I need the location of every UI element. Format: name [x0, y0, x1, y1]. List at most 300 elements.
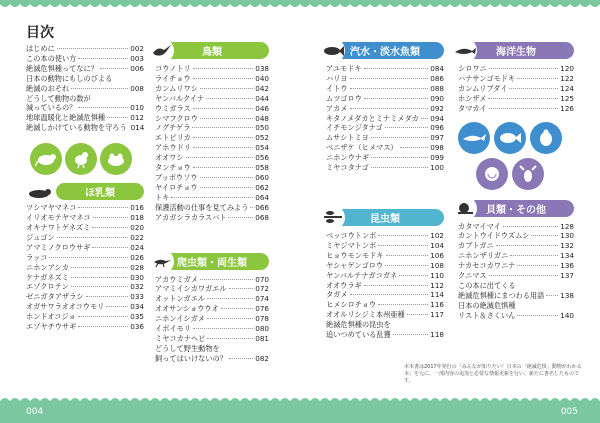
- section-header-reptiles: 爬虫類・両生類: [155, 253, 269, 270]
- leader-dots: [78, 326, 128, 327]
- animal-icons-row: [30, 143, 144, 175]
- column-marine: [458, 42, 574, 321]
- leader-dots: [93, 217, 129, 218]
- toc-entry-title: オオルリシジミ本州亜種: [326, 310, 405, 320]
- toc-entry-page: 046: [255, 103, 269, 113]
- toc-entry[interactable]: [155, 183, 269, 193]
- column-birds: [155, 42, 269, 364]
- toc-entry[interactable]: [326, 74, 444, 84]
- leader-dots: [71, 88, 128, 89]
- leader-dots: [371, 167, 428, 168]
- toc-entry-page: 062: [255, 182, 269, 192]
- leader-dots: [364, 98, 428, 99]
- toc-entry-page: 096: [430, 123, 444, 133]
- toc-entry-page: 134: [560, 251, 574, 261]
- mouse-icon: [30, 143, 62, 175]
- leader-dots: [193, 328, 253, 329]
- toc-entry[interactable]: [326, 241, 444, 251]
- toc-entry[interactable]: [26, 84, 144, 94]
- leader-dots: [71, 286, 129, 287]
- toc-entry-title: ハナサンゴモドキ: [458, 73, 516, 83]
- leader-dots: [496, 245, 559, 246]
- toc-entry-title: オットンガエル: [155, 294, 206, 304]
- section-header-mammals: ほ乳類: [56, 183, 144, 200]
- toc-entry-title: キタノメダカとミナミメダカ: [326, 113, 419, 123]
- toc-entry[interactable]: [458, 301, 574, 311]
- toc-entry-page: 137: [560, 271, 574, 281]
- intro-list: [26, 44, 144, 133]
- leader-dots: [200, 279, 253, 280]
- leader-dots: [400, 147, 429, 148]
- toc-entry[interactable]: [155, 324, 269, 334]
- toc-entry-title: カンムリブダイ: [458, 83, 508, 93]
- toc-entry-title: ラッコ: [26, 252, 48, 262]
- toc-entry-title: カタマイマイ: [458, 221, 501, 231]
- toc-entry[interactable]: [26, 233, 144, 243]
- birds-list: [155, 64, 269, 223]
- snail-badge-icon: [452, 196, 477, 221]
- toc-entry-title: タガメ: [326, 290, 348, 300]
- leader-dots: [92, 247, 128, 248]
- leader-dots: [378, 245, 428, 246]
- toc-entry-page: 088: [430, 83, 444, 93]
- toc-entry[interactable]: [155, 304, 269, 314]
- toc-entry[interactable]: [326, 64, 444, 74]
- toc-entry-title: ニホンアシカ: [26, 262, 69, 272]
- leader-dots: [364, 68, 429, 69]
- toc-entry[interactable]: [26, 74, 144, 84]
- leader-dots: [489, 108, 559, 109]
- toc-entry-title: オキナワトゲネズミ: [26, 222, 91, 232]
- toc-entry[interactable]: [458, 231, 574, 241]
- toc-entry-title: ホンドオコジョ: [26, 312, 76, 322]
- leader-dots: [229, 358, 253, 359]
- toc-entry[interactable]: [458, 64, 574, 74]
- toc-entry-page: 094: [430, 113, 444, 123]
- toc-entry[interactable]: [26, 302, 144, 312]
- toc-entry-title: ヒメシロチョウ: [326, 300, 377, 310]
- toc-entry-title: 絶滅危惧種にまつわる用語: [458, 290, 545, 300]
- toc-entry[interactable]: [26, 103, 144, 113]
- toc-entry[interactable]: [26, 213, 144, 223]
- toc-entry[interactable]: [26, 273, 144, 283]
- section-header-fish: 汽水・淡水魚類: [326, 42, 444, 59]
- toc-entry[interactable]: [458, 311, 574, 321]
- toc-entry[interactable]: [326, 163, 444, 173]
- toc-entry-title: オガサワラオオコウモリ: [26, 302, 105, 312]
- toc-entry-page: 050: [255, 123, 269, 133]
- toc-entry[interactable]: [458, 94, 574, 104]
- leader-dots: [399, 275, 428, 276]
- leader-dots: [71, 267, 128, 268]
- leader-dots: [510, 255, 558, 256]
- toc-entry-title: ウミガラス: [155, 103, 191, 113]
- leader-dots: [386, 255, 429, 256]
- toc-entry-title: コウノトリ: [155, 64, 191, 73]
- toc-entry-title: カントウイドウズムシ: [458, 231, 530, 241]
- toc-entry[interactable]: [155, 314, 269, 324]
- toc-entry-title: 追いつめている乱獲: [326, 330, 391, 340]
- leader-dots: [100, 68, 128, 69]
- toc-entry-page: 003: [130, 53, 144, 63]
- toc-entry-page: 116: [430, 300, 444, 310]
- fish-list: [326, 64, 444, 173]
- otter-icon: [26, 184, 52, 200]
- leader-dots: [192, 127, 253, 128]
- toc-entry[interactable]: [326, 104, 444, 114]
- toc-entry-title: ライチョウ: [155, 73, 191, 83]
- toc-entry[interactable]: [26, 54, 144, 64]
- toc-entry[interactable]: [326, 123, 444, 133]
- shark-badge-icon: [452, 38, 477, 63]
- toc-entry-page: 052: [255, 133, 269, 143]
- toc-entry-page: 068: [255, 212, 269, 222]
- toc-entry[interactable]: [155, 193, 269, 203]
- toc-entry-page: 082: [255, 353, 269, 363]
- leader-dots: [488, 98, 558, 99]
- toc-entry-title: この本に出てくる: [458, 280, 516, 290]
- toc-entry[interactable]: [458, 74, 574, 84]
- toc-entry-title: ヤシャゲンゴロウ: [326, 260, 384, 270]
- toc-entry-page: 098: [430, 143, 444, 153]
- toc-entry-page: 122: [560, 73, 574, 83]
- toc-entry-page: 130: [560, 231, 574, 241]
- toc-entry-page: 024: [130, 242, 144, 252]
- toc-entry-title: どうして野生動物を: [155, 343, 220, 353]
- toc-entry-page: 124: [560, 83, 574, 93]
- toc-entry-title: アカガシラカラスバト: [155, 212, 227, 222]
- toc-entry-page: 136: [560, 261, 574, 271]
- toc-entry[interactable]: [326, 261, 444, 271]
- toc-entry-page: 099: [430, 153, 444, 163]
- toc-entry[interactable]: [326, 94, 444, 104]
- toc-entry[interactable]: [26, 44, 144, 54]
- toc-entry-title: 飼ってはいけないの？: [155, 353, 227, 363]
- toc-entry[interactable]: [326, 300, 444, 310]
- toc-entry-page: 008: [130, 83, 144, 93]
- toc-entry[interactable]: [26, 94, 144, 104]
- frog-icon: [100, 143, 132, 175]
- beetle-icon: [530, 122, 562, 154]
- toc-entry-title: ニホンイシガメ: [155, 314, 205, 324]
- toc-entry-page: 066: [255, 202, 269, 212]
- leader-dots: [78, 107, 128, 108]
- leader-dots: [407, 314, 429, 315]
- page-number-left: 004: [26, 407, 44, 417]
- leader-dots: [193, 68, 254, 69]
- toc-entry[interactable]: [458, 251, 574, 261]
- bird-icon: [65, 143, 97, 175]
- toc-entry[interactable]: [155, 275, 269, 285]
- toc-entry-title: ミヤジマトンボ: [326, 240, 377, 250]
- toc-entry-title: リスト＆さくいん: [458, 310, 516, 320]
- leader-dots: [106, 306, 128, 307]
- toc-entry-title: エゾヤチウサギ: [26, 322, 77, 332]
- toc-entry[interactable]: [26, 64, 144, 74]
- toc-entry[interactable]: [326, 133, 444, 143]
- toc-entry[interactable]: [155, 133, 269, 143]
- leader-dots: [421, 118, 428, 119]
- toc-entry-title: ツシマヤマネコ: [26, 203, 77, 213]
- toc-entry-title: アマミノクロウサギ: [26, 242, 91, 252]
- toc-entry[interactable]: [458, 291, 574, 301]
- toc-entry-title: ノグチゲラ: [155, 123, 191, 133]
- toc-entry-title: ブッポウソウ: [155, 172, 198, 182]
- toc-entry-page: 110: [430, 270, 444, 280]
- leader-dots: [350, 78, 429, 79]
- toc-entry-page: 032: [130, 282, 144, 292]
- toc-entry[interactable]: [26, 322, 144, 332]
- toc-entry-title: ヤイロチョウ: [155, 182, 198, 192]
- toc-entry-page: 140: [560, 310, 574, 320]
- leader-dots: [86, 296, 129, 297]
- toc-entry-title: アユモドキ: [326, 64, 362, 73]
- toc-entry-page: 097: [430, 133, 444, 143]
- toc-entry-page: 072: [255, 284, 269, 294]
- leader-dots: [207, 338, 253, 339]
- toc-entry[interactable]: [26, 292, 144, 302]
- footnote: 本本書は2017年発行の「みんなが知りたい！日本の「絶滅危惧」動物がわかる本」を元に、一部内容の追加と必要な情報更新を行い、新たに書名したものです。: [404, 364, 582, 384]
- toc-entry[interactable]: [155, 153, 269, 163]
- toc-entry-title: オオワシ: [155, 153, 184, 163]
- toc-entry-page: 070: [255, 274, 269, 284]
- leader-dots: [228, 217, 253, 218]
- toc-entry-title: ヤンバルテナガコガネ: [326, 270, 398, 280]
- toc-entry[interactable]: [26, 243, 144, 253]
- toc-entry-page: 034: [130, 302, 144, 312]
- leader-dots: [200, 88, 253, 89]
- leader-dots: [350, 108, 429, 109]
- toc-entry[interactable]: [26, 113, 144, 123]
- leader-dots: [517, 78, 558, 79]
- leader-dots: [503, 226, 558, 227]
- toc-entry[interactable]: [155, 203, 269, 213]
- toc-entry[interactable]: [155, 104, 269, 114]
- leader-dots: [385, 127, 429, 128]
- toc-entry[interactable]: [458, 241, 574, 251]
- toc-entry-page: 108: [430, 260, 444, 270]
- toc-entry-page: 060: [255, 172, 269, 182]
- toc-entry[interactable]: [326, 251, 444, 261]
- toc-entry-page: 033: [130, 292, 144, 302]
- mammals-list: [26, 203, 144, 332]
- fish-icon: [494, 122, 526, 154]
- toc-entry-title: ハリヨ: [326, 73, 348, 83]
- toc-entry[interactable]: [26, 223, 144, 233]
- shellfish-list: [458, 222, 574, 321]
- leader-dots: [193, 137, 253, 138]
- toc-entry-page: 114: [430, 290, 444, 300]
- leader-dots: [193, 147, 253, 148]
- toc-entry[interactable]: [458, 222, 574, 232]
- toc-entry[interactable]: [155, 84, 269, 94]
- toc-entry-title: シロワニ: [458, 64, 487, 73]
- toc-entry-page: 106: [430, 250, 444, 260]
- section-header-shellfish: 貝類・その他: [458, 200, 574, 217]
- toc-entry-title: ミヤコカナヘビ: [155, 333, 206, 343]
- toc-entry[interactable]: [326, 320, 444, 330]
- leader-dots: [49, 257, 128, 258]
- toc-entry-title: 絶滅しかけている動物を守ろう: [26, 123, 127, 133]
- toc-entry-title: アホウドリ: [155, 143, 191, 153]
- leader-dots: [489, 275, 559, 276]
- toc-entry-title: 地球温暖化と絶滅危惧種: [26, 113, 106, 123]
- toc-entry[interactable]: [26, 203, 144, 213]
- toc-entry-page: 022: [130, 232, 144, 242]
- toc-entry-title: エゾクロテン: [26, 282, 69, 292]
- leader-dots: [200, 118, 253, 119]
- toc-entry-page: 028: [130, 262, 144, 272]
- leader-dots: [393, 334, 429, 335]
- toc-entry-page: 104: [430, 240, 444, 250]
- toc-entry[interactable]: [458, 281, 574, 291]
- toc-entry-title: カブトガニ: [458, 241, 494, 251]
- toc-entry[interactable]: [155, 114, 269, 124]
- toc-entry[interactable]: [326, 231, 444, 241]
- toc-entry[interactable]: [458, 104, 574, 114]
- leader-dots: [371, 137, 428, 138]
- toc-entry-page: 076: [255, 304, 269, 314]
- toc-entry[interactable]: [155, 64, 269, 74]
- toc-entry-page: 054: [255, 143, 269, 153]
- toc-entry[interactable]: [155, 334, 269, 344]
- toc-entry-title: 日本の絶滅危惧種: [458, 300, 516, 310]
- leader-dots: [378, 235, 428, 236]
- toc-entry-title: ヒョウモンモドキ: [326, 250, 384, 260]
- toc-entry[interactable]: [155, 294, 269, 304]
- toc-entry-title: 絶滅のおそれ: [26, 83, 70, 93]
- toc-entry-title: 絶滅危惧種ってなに？: [26, 63, 98, 73]
- toc-entry[interactable]: [155, 354, 269, 364]
- toc-entry[interactable]: [26, 312, 144, 322]
- toc-entry-title: どうして動物の数が: [26, 93, 91, 103]
- leader-dots: [186, 157, 254, 158]
- toc-entry[interactable]: [26, 253, 144, 263]
- reptiles-list: [155, 275, 269, 364]
- toc-entry-title: ムサシトミヨ: [326, 133, 369, 143]
- toc-entry[interactable]: [458, 271, 574, 281]
- toc-entry[interactable]: [458, 261, 574, 271]
- toc-entry-page: 081: [255, 333, 269, 343]
- shell-icon: [476, 158, 508, 190]
- toc-entry-title: アカウミガメ: [155, 274, 199, 284]
- toc-entry-title: ベッコウトンボ: [326, 230, 377, 240]
- toc-entry[interactable]: [155, 123, 269, 133]
- toc-entry[interactable]: [155, 344, 269, 354]
- toc-entry-page: 074: [255, 294, 269, 304]
- toc-entry-page: 018: [130, 213, 144, 223]
- toc-entry-page: 102: [430, 230, 444, 240]
- toc-entry-page: 092: [430, 103, 444, 113]
- toc-entry-page: 120: [560, 64, 574, 73]
- toc-entry-title: シマフクロウ: [155, 113, 198, 123]
- toc-entry[interactable]: [26, 263, 144, 273]
- toc-entry-page: 002: [130, 44, 144, 53]
- toc-entry-page: 090: [430, 93, 444, 103]
- toc-entry-page: 117: [430, 310, 444, 320]
- leader-dots: [221, 308, 253, 309]
- leader-dots: [350, 294, 429, 295]
- section-header-marine: 海洋生物: [458, 42, 574, 59]
- toc-entry-page: 035: [130, 312, 144, 322]
- toc-entry[interactable]: [26, 123, 144, 133]
- toc-entry[interactable]: [326, 281, 444, 291]
- toc-entry[interactable]: [155, 74, 269, 84]
- leader-dots: [546, 295, 558, 296]
- toc-entry[interactable]: [326, 143, 444, 153]
- leader-dots: [171, 197, 253, 198]
- toc-entry[interactable]: [326, 330, 444, 340]
- lizard-badge-icon: [149, 249, 174, 274]
- leader-dots: [509, 88, 558, 89]
- toc-entry-page: 026: [130, 252, 144, 262]
- leader-dots: [517, 265, 558, 266]
- toc-entry-page: 132: [560, 241, 574, 251]
- toc-entry[interactable]: [326, 271, 444, 281]
- leader-dots: [78, 316, 129, 317]
- toc-entry-title: 日本の動物にもしのびよる: [26, 73, 113, 83]
- toc-entry[interactable]: [326, 153, 444, 163]
- leader-dots: [92, 227, 128, 228]
- leader-dots: [193, 167, 254, 168]
- toc-entry[interactable]: [326, 290, 444, 300]
- toc-entry-title: ミヤコタナゴ: [326, 163, 369, 173]
- toc-entry-title: アカメ: [326, 103, 348, 113]
- leader-dots: [531, 235, 558, 236]
- toc-entry[interactable]: [326, 310, 444, 320]
- toc-entry-title: この本の使い方: [26, 53, 77, 63]
- leader-dots: [78, 58, 128, 59]
- leader-dots: [57, 237, 129, 238]
- leader-dots: [378, 304, 428, 305]
- leader-dots: [350, 88, 429, 89]
- toc-entry[interactable]: [26, 282, 144, 292]
- toc-entry-title: ムツゴロウ: [326, 93, 362, 103]
- toc-entry[interactable]: [326, 84, 444, 94]
- toc-entry-page: 038: [255, 64, 269, 73]
- top-scallop-border: [0, 0, 600, 12]
- toc-entry[interactable]: [155, 94, 269, 104]
- toc-entry[interactable]: [155, 213, 269, 223]
- toc-entry-page: 006: [130, 63, 144, 73]
- toc-entry-title: ニホンウナギ: [326, 153, 370, 163]
- marine-icons-grid: [458, 122, 574, 190]
- toc-entry[interactable]: [458, 84, 574, 94]
- toc-entry-page: 126: [560, 103, 574, 113]
- toc-entry-title: はじめに: [26, 44, 55, 53]
- toc-entry-page: 012: [130, 113, 144, 123]
- toc-entry[interactable]: [155, 143, 269, 153]
- leader-dots: [207, 318, 253, 319]
- toc-entry-title: イボイモリ: [155, 324, 191, 334]
- toc-entry-title: アマミイシカワガエル: [155, 284, 227, 294]
- bird-badge-icon: [149, 38, 174, 63]
- toc-entry-title: ホシザメ: [458, 93, 487, 103]
- toc-entry-page: 010: [130, 103, 144, 113]
- fish-badge-icon: [320, 38, 345, 63]
- leader-dots: [517, 315, 558, 316]
- toc-entry-page: 036: [130, 322, 144, 332]
- toc-entry[interactable]: [326, 114, 444, 124]
- toc-entry-title: タマカイ: [458, 103, 487, 113]
- leader-dots: [489, 68, 559, 69]
- toc-entry[interactable]: [155, 163, 269, 173]
- toc-entry-page: 086: [430, 73, 444, 83]
- toc-entry[interactable]: [155, 173, 269, 183]
- shark-icon: [458, 122, 490, 154]
- leader-dots: [193, 78, 254, 79]
- toc-entry[interactable]: [155, 284, 269, 294]
